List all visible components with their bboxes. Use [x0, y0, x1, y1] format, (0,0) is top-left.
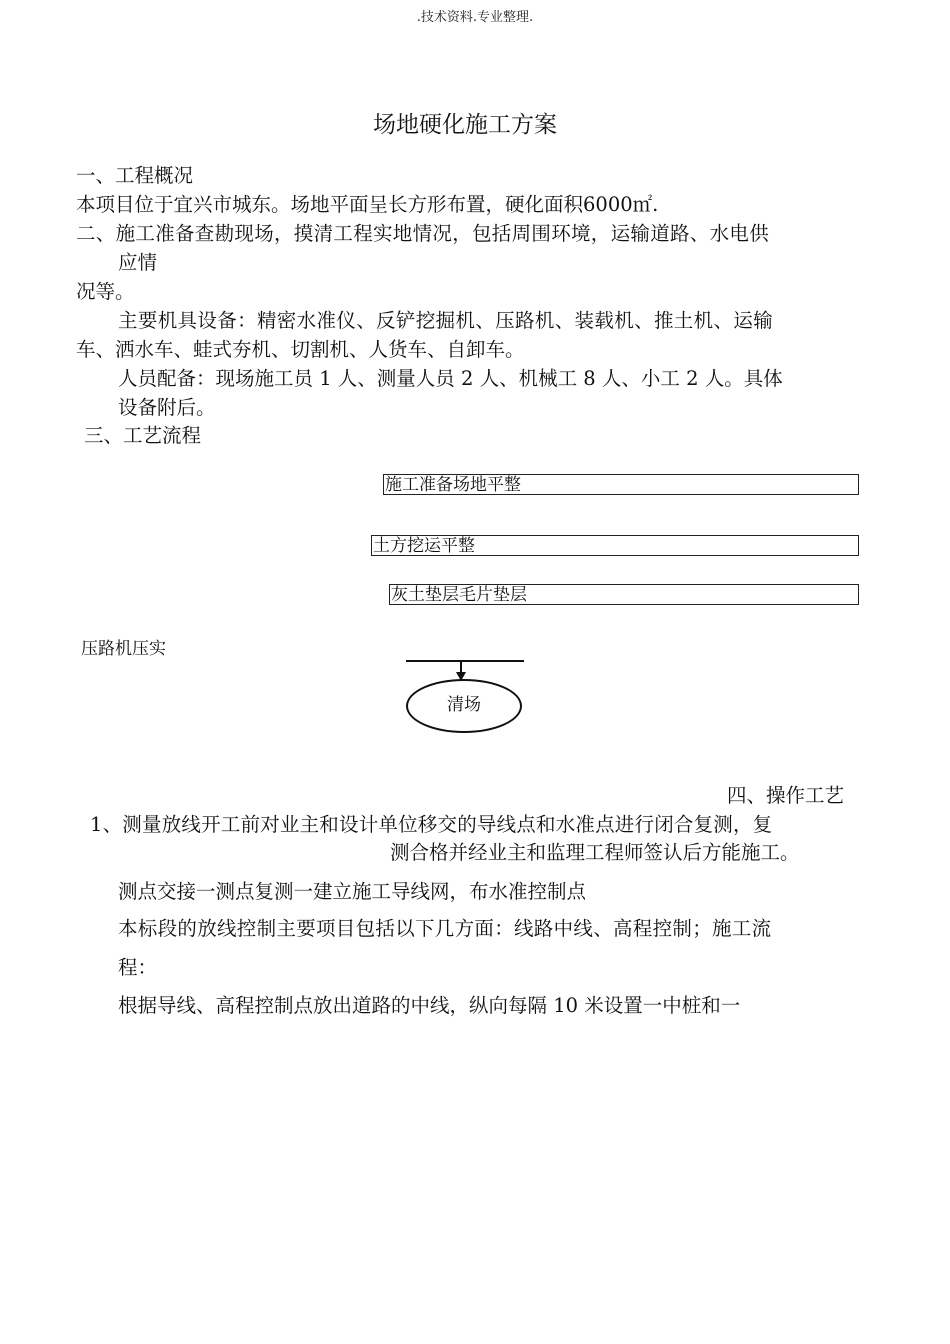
section4-para3: 根据导线、高程控制点放出道路的中线，纵向每隔 10 米设置一中桩和一 — [118, 994, 741, 1017]
flow-step-cleanup: 清场 — [447, 695, 481, 715]
section4-para2-line1: 本标段的放线控制主要项目包括以下几方面：线路中线、高程控制；施工流 — [118, 917, 772, 940]
section3-heading: 三、工艺流程 — [84, 424, 202, 447]
section2-line1: 二、施工准备查勘现场，摸清工程实地情况，包括周围环境，运输道路、水电供 — [76, 222, 770, 245]
section1-heading: 一、工程概况 — [76, 164, 194, 187]
equipment-line1: 主要机具设备：精密水准仪、反铲挖掘机、压路机、装载机、推土机、运输 — [118, 309, 774, 332]
flow-step-cushion: 灰土垫层毛片垫层 — [389, 584, 859, 605]
section4-heading: 四、操作工艺 — [727, 784, 845, 807]
flow-connector-line — [406, 660, 524, 662]
flow-step-compaction: 压路机压实 — [81, 639, 166, 659]
page-header: .技术资料.专业整理. — [416, 10, 534, 25]
section1-text: 本项目位于宜兴市城东。场地平面呈长方形布置，硬化面积6000㎡. — [76, 193, 659, 216]
section4-item1-line1: 1、测量放线开工前对业主和设计单位移交的导线点和水准点进行闭合复测，复 — [90, 813, 773, 836]
equipment-line2: 车、洒水车、蛙式夯机、切割机、人货车、自卸车。 — [76, 338, 525, 361]
section4-para2-line2: 程： — [118, 956, 158, 979]
flow-step-prepare: 施工准备场地平整 — [383, 474, 859, 495]
section2-line3: 况等。 — [76, 280, 135, 303]
staff-line2: 设备附后。 — [118, 396, 216, 419]
staff-line1: 人员配备：现场施工员 1 人、测量人员 2 人、机械工 8 人、小工 2 人。具体 — [118, 367, 783, 390]
section4-para1: 测点交接一测点复测一建立施工导线网，布水准控制点 — [118, 880, 587, 903]
flow-step-earthwork: 土方挖运平整 — [371, 535, 859, 556]
document-title: 场地硬化施工方案 — [373, 112, 557, 138]
section2-line2: 应情 — [118, 251, 158, 274]
section4-item1-line2: 测合格并经业主和监理工程师签认后方能施工。 — [390, 841, 800, 864]
